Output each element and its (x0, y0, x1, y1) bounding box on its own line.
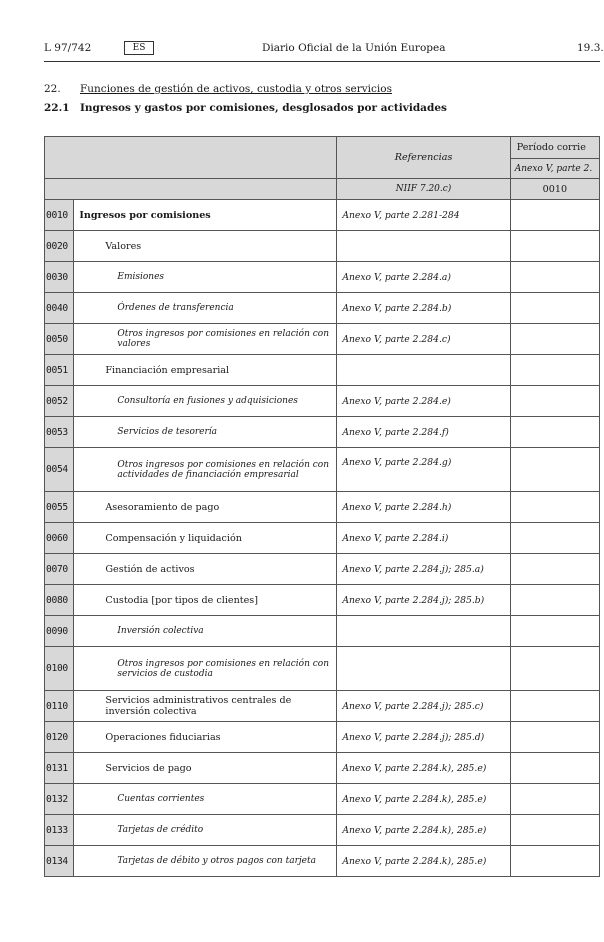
row-label: Servicios de tesorería (74, 417, 337, 448)
row-label: Servicios de pago (74, 753, 337, 784)
row-value-cell[interactable] (510, 355, 599, 386)
row-code: 0133 (45, 815, 74, 846)
row-value-cell[interactable] (510, 324, 599, 355)
row-label: Inversión colectiva (74, 616, 337, 647)
table-row (45, 523, 600, 554)
row-code: 0050 (45, 324, 74, 355)
row-reference: Anexo V, parte 2.284.j); 285.c) (337, 691, 510, 722)
row-reference (337, 647, 510, 691)
row-code: 0110 (45, 691, 74, 722)
row-value-cell[interactable] (510, 262, 599, 293)
row-code: 0070 (45, 554, 74, 585)
row-value-cell[interactable] (510, 784, 599, 815)
row-value-cell[interactable] (510, 492, 599, 523)
row-value-cell[interactable] (510, 691, 599, 722)
row-reference: Anexo V, parte 2.284.b) (337, 293, 510, 324)
row-value-cell[interactable] (510, 523, 599, 554)
row-value-cell[interactable] (510, 554, 599, 585)
row-code: 0051 (45, 355, 74, 386)
row-value-cell[interactable] (510, 448, 599, 492)
row-code: 0020 (45, 231, 74, 262)
row-reference: Anexo V, parte 2.284.k), 285.e) (337, 784, 510, 815)
language-badge: ES (124, 41, 154, 55)
header-divider (44, 61, 600, 62)
row-value-cell[interactable] (510, 386, 599, 417)
period-column-code: 0010 (510, 179, 599, 200)
row-value-cell[interactable] (510, 647, 599, 691)
row-code: 0120 (45, 722, 74, 753)
table-row (45, 386, 600, 417)
row-label: Gestión de activos (74, 554, 337, 585)
row-reference: Anexo V, parte 2.284.e) (337, 386, 510, 417)
row-reference: Anexo V, parte 2.284.j); 285.a) (337, 554, 510, 585)
row-code: 0134 (45, 846, 74, 877)
row-reference (337, 355, 510, 386)
reference-basis: NIIF 7.20.c) (337, 179, 510, 200)
row-reference: Anexo V, parte 2.284.k), 285.e) (337, 753, 510, 784)
row-value-cell[interactable] (510, 585, 599, 616)
row-code: 0131 (45, 753, 74, 784)
row-label: Operaciones fiduciarias (74, 722, 337, 753)
row-reference: Anexo V, parte 2.284.k), 285.e) (337, 846, 510, 877)
table-row (45, 585, 600, 616)
section-number: 22. (44, 83, 61, 95)
row-reference: Anexo V, parte 2.284.i) (337, 523, 510, 554)
page-reference: L 97/742 (44, 42, 92, 54)
row-reference: Anexo V, parte 2.284.c) (337, 324, 510, 355)
row-label: Otros ingresos por comisiones en relación con actividades de financiación empresarial (74, 448, 337, 492)
row-label: Otros ingresos por comisiones en relación con servicios de custodia (74, 647, 337, 691)
page-header (0, 42, 604, 58)
row-label: Cuentas corrientes (74, 784, 337, 815)
row-value-cell[interactable] (510, 722, 599, 753)
row-reference: Anexo V, parte 2.284.a) (337, 262, 510, 293)
row-reference: Anexo V, parte 2.284.h) (337, 492, 510, 523)
table-row (45, 262, 600, 293)
row-code: 0055 (45, 492, 74, 523)
period-column-header: Período corrie (510, 137, 599, 159)
row-code: 0052 (45, 386, 74, 417)
row-code: 0100 (45, 647, 74, 691)
row-label: Compensación y liquidación (74, 523, 337, 554)
row-code: 0080 (45, 585, 74, 616)
table-row (45, 753, 600, 784)
references-column-header: Referencias (337, 137, 510, 179)
row-label: Consultoría en fusiones y adquisiciones (74, 386, 337, 417)
row-code: 0010 (45, 200, 74, 231)
subsection-title: Ingresos y gastos por comisiones, desglosados por actividades (80, 102, 447, 114)
row-reference: Anexo V, parte 2.284.f) (337, 417, 510, 448)
row-label: Asesoramiento de pago (74, 492, 337, 523)
row-label: Servicios administrativos centrales de inversión colectiva (74, 691, 337, 722)
table-row (45, 554, 600, 585)
row-code: 0053 (45, 417, 74, 448)
table-row (45, 231, 600, 262)
basis-row-blank (45, 179, 337, 200)
journal-title: Diario Oficial de la Unión Europea (262, 42, 446, 54)
table-row (45, 647, 600, 691)
row-value-cell[interactable] (510, 417, 599, 448)
fee-income-table (44, 136, 600, 877)
table-row (45, 784, 600, 815)
row-code: 0054 (45, 448, 74, 492)
row-reference: Anexo V, parte 2.284.j); 285.d) (337, 722, 510, 753)
row-value-cell[interactable] (510, 293, 599, 324)
table-row (45, 200, 600, 231)
table-row (45, 448, 600, 492)
row-label: Órdenes de transferencia (74, 293, 337, 324)
row-code: 0060 (45, 523, 74, 554)
table-row (45, 293, 600, 324)
row-value-cell[interactable] (510, 815, 599, 846)
row-code: 0090 (45, 616, 74, 647)
subsection-number: 22.1 (44, 102, 70, 114)
table-row (45, 616, 600, 647)
row-reference: Anexo V, parte 2.281-284 (337, 200, 510, 231)
row-label: Otros ingresos por comisiones en relación con valores (74, 324, 337, 355)
table-corner-header (45, 137, 337, 179)
table-row (45, 492, 600, 523)
row-value-cell[interactable] (510, 846, 599, 877)
period-column-subheader: Anexo V, parte 2. (510, 159, 599, 179)
row-reference (337, 616, 510, 647)
row-label: Valores (74, 231, 337, 262)
row-code: 0132 (45, 784, 74, 815)
table-row (45, 324, 600, 355)
row-label: Emisiones (74, 262, 337, 293)
table-row (45, 815, 600, 846)
row-value-cell[interactable] (510, 200, 599, 231)
row-value-cell[interactable] (510, 616, 599, 647)
table-row (45, 417, 600, 448)
row-label: Financiación empresarial (74, 355, 337, 386)
row-label: Tarjetas de crédito (74, 815, 337, 846)
row-reference: Anexo V, parte 2.284.k), 285.e) (337, 815, 510, 846)
publication-date: 19.3. (577, 42, 604, 54)
row-code: 0040 (45, 293, 74, 324)
table-row (45, 846, 600, 877)
row-label: Ingresos por comisiones (74, 200, 337, 231)
row-reference (337, 231, 510, 262)
row-label: Tarjetas de débito y otros pagos con tarjeta (74, 846, 337, 877)
row-reference: Anexo V, parte 2.284.g) (337, 448, 510, 492)
section-title: Funciones de gestión de activos, custodia y otros servicios (80, 83, 392, 95)
row-value-cell[interactable] (510, 753, 599, 784)
row-value-cell[interactable] (510, 231, 599, 262)
table-row (45, 722, 600, 753)
row-reference: Anexo V, parte 2.284.j); 285.b) (337, 585, 510, 616)
row-code: 0030 (45, 262, 74, 293)
table-row (45, 691, 600, 722)
table-row (45, 355, 600, 386)
row-label: Custodia [por tipos de clientes] (74, 585, 337, 616)
